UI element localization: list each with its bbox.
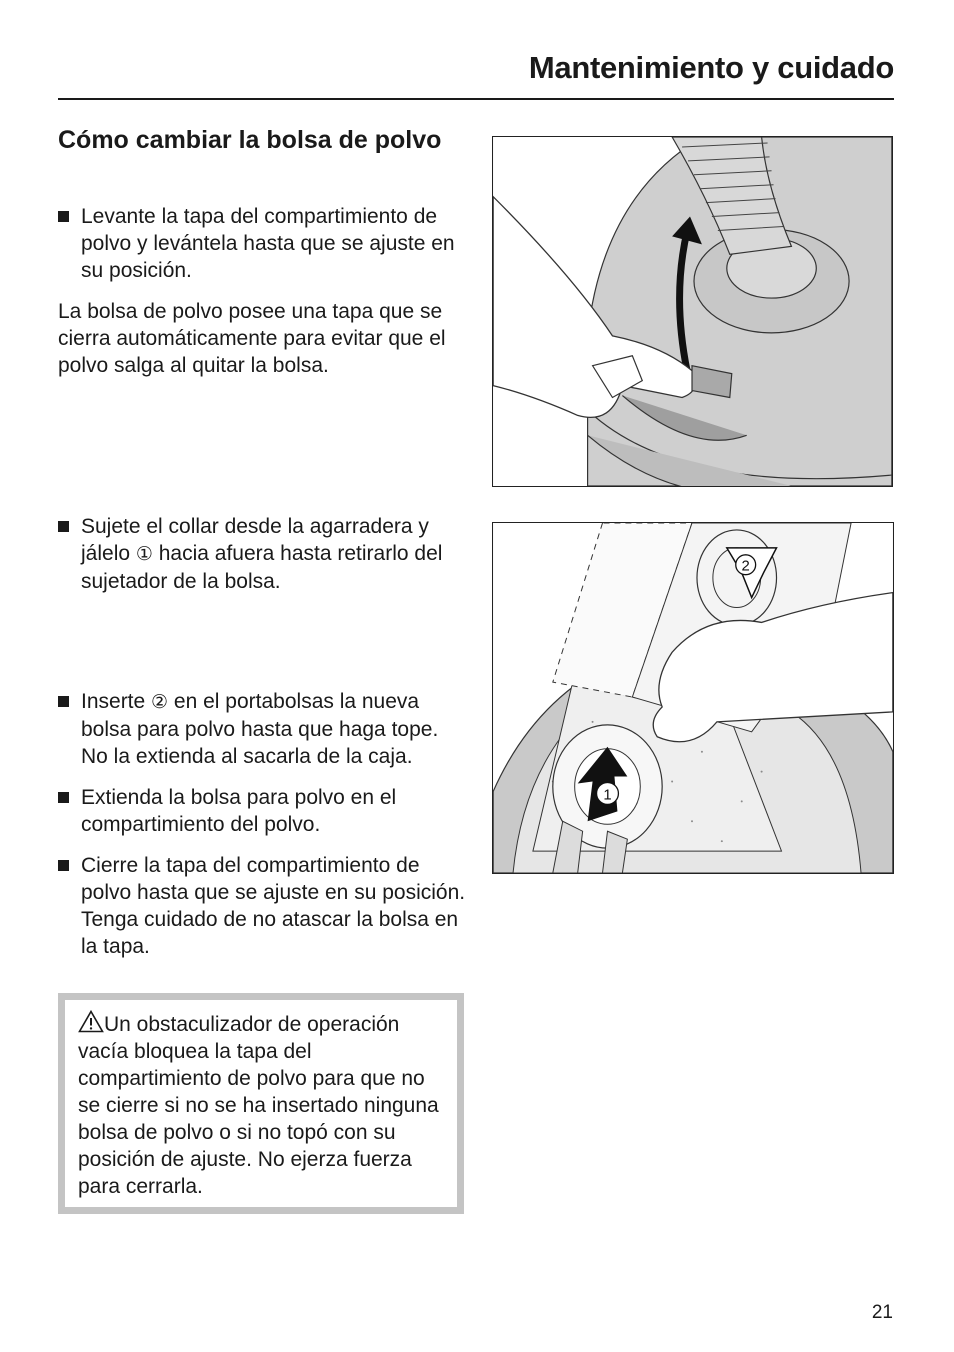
bullet-square-icon [58, 860, 69, 871]
bullet-square-icon [58, 521, 69, 532]
step-text: Levante la tapa del compartimiento de polvo y levántela hasta que se ajuste en su posición. [81, 205, 455, 282]
bullet-spread-bag [58, 784, 468, 838]
step-text: en el portabolsas la nueva bolsa para polvo hasta que haga tope. No la extienda al sacarla de la caja. [81, 690, 439, 768]
step-group-pull-collar [58, 513, 468, 595]
step-text: Inserte [81, 690, 152, 713]
bullet-insert-bag [58, 688, 468, 770]
page-number: 21 [871, 1302, 893, 1323]
step-text: Cierre la tapa del compartimiento de polvo hasta que se ajuste en su posición. Tenga cuidado de no atascar la bolsa en la tapa. [81, 854, 466, 958]
bullet-pull-collar [58, 513, 468, 595]
figure-change-bag [492, 522, 894, 874]
page-header-title: Mantenimiento y cuidado [528, 50, 894, 85]
figure-lift-lid-illustration [493, 137, 892, 486]
info-paragraph: La bolsa de polvo posee una tapa que se cierra automáticamente para evitar que el polvo salga al quitar la bolsa. [58, 300, 446, 377]
header-divider [58, 98, 894, 100]
warning-box [58, 993, 464, 1214]
figure-lift-lid [492, 136, 893, 487]
step-group-insert-bag [58, 688, 468, 960]
bullet-square-icon [58, 211, 69, 222]
bullet-close-lid [58, 852, 468, 960]
circled-number-1: ① [135, 544, 153, 565]
step-text: hacia afuera hasta retirarlo del sujetador de la bolsa. [81, 542, 443, 593]
bullet-square-icon [58, 696, 69, 707]
step-group-lift-lid [58, 203, 468, 379]
step-text: Extienda la bolsa para polvo en el compartimiento del polvo. [81, 786, 397, 836]
figure-marker-2: 2 [741, 558, 750, 575]
warning-text: Un obstaculizador de operación vacía bloquea la tapa del compartimiento de polvo para que no se cierre si no se ha insertado ninguna bolsa de polvo o si no topó con su posición de ajuste. No ejerza fuerza para cerrarla. [78, 1013, 439, 1198]
figure-marker-1: 1 [603, 787, 612, 804]
figure-change-bag-illustration [493, 523, 893, 873]
bullet-lift-lid [58, 203, 468, 284]
step-text: Sujete el collar desde la agarradera y jálelo [81, 515, 429, 565]
circled-number-2: ② [151, 692, 169, 713]
section-title: Cómo cambiar la bolsa de polvo [58, 126, 442, 154]
bullet-square-icon [58, 792, 69, 803]
warning-triangle-icon [78, 1010, 104, 1033]
